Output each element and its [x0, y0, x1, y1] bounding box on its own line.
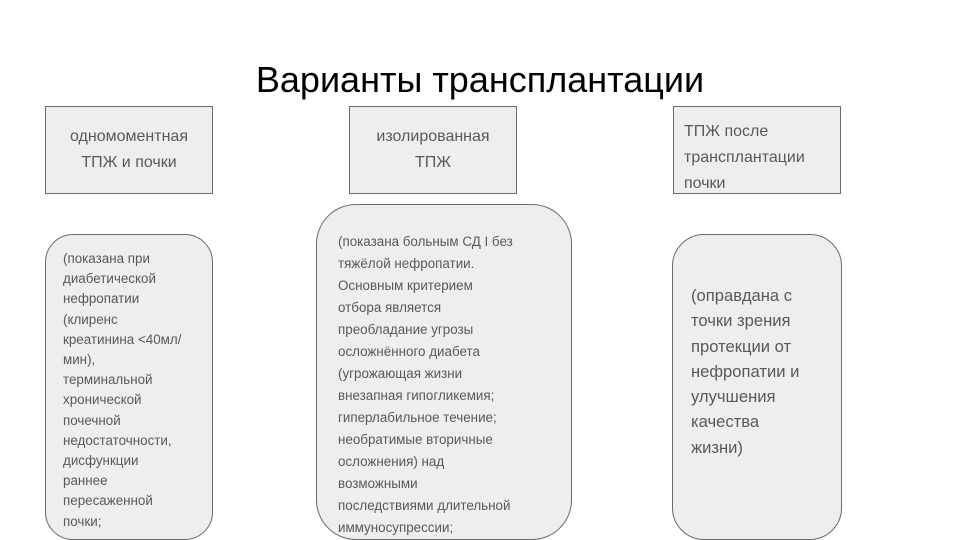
oval-line: иммуносупрессии;: [338, 520, 454, 535]
oval-line: возможными: [338, 476, 418, 491]
oval-line: последствиями длительной: [338, 498, 511, 513]
oval-line: почечной: [63, 412, 121, 428]
oval-line: (оправдана с: [691, 286, 793, 305]
indication-oval-isolated: [316, 204, 572, 540]
oval-line: креатинина <40мл/: [63, 331, 182, 347]
box-line: ТПЖ: [414, 154, 452, 171]
oval-line: (показана при: [63, 251, 150, 266]
slide-title: Варианты трансплантации: [255, 59, 705, 100]
oval-line: раннее: [63, 473, 108, 489]
oval-line: качества: [691, 412, 760, 432]
indication-oval-after-kidney: [672, 234, 842, 540]
oval-line: внезапная гипогликемия;: [338, 388, 495, 403]
oval-line: нефропатии: [63, 291, 140, 307]
box-line: почки: [684, 175, 726, 192]
oval-line: (показана больным СД I без: [338, 234, 513, 249]
oval-line: недостаточности,: [63, 432, 172, 448]
oval-line: диабетической: [63, 271, 156, 287]
oval-line: почки;: [63, 513, 102, 529]
oval-line: жизни): [691, 437, 743, 457]
oval-line: терминальной: [63, 372, 153, 388]
oval-line: необратимые вторичные: [338, 432, 493, 447]
oval-line: (клиренс: [63, 311, 118, 327]
oval-line: осложнённого диабета: [338, 344, 480, 359]
box-line: изолированная: [376, 128, 490, 145]
oval-line: осложнения) над: [338, 454, 445, 469]
option-box-simultaneous: [45, 106, 213, 194]
oval-line: (угрожающая жизни: [338, 366, 463, 381]
oval-line: протекции от: [691, 336, 792, 356]
oval-line: хронической: [63, 392, 142, 408]
oval-line: улучшения: [691, 387, 776, 407]
oval-line: преобладание угрозы: [338, 322, 474, 337]
box-line: ТПЖ после: [684, 123, 769, 140]
oval-line: Основным критерием: [338, 278, 473, 293]
oval-line: мин),: [63, 352, 96, 368]
oval-line: отбора является: [338, 300, 442, 315]
oval-line: дисфункции: [63, 453, 139, 469]
oval-line: точки зрения: [691, 311, 791, 331]
box-line: ТПЖ и почки: [81, 154, 177, 171]
option-box-after-kidney: [673, 106, 841, 194]
option-box-isolated: [349, 106, 517, 194]
oval-line: нефропатии и: [691, 361, 800, 381]
oval-line: гиперлабильное течение;: [338, 410, 497, 425]
oval-line: тяжёлой нефропатии.: [338, 256, 475, 271]
box-line: одномоментная: [70, 128, 188, 145]
box-line: трансплантации: [684, 149, 805, 166]
indication-oval-simultaneous: [45, 234, 213, 540]
oval-line: пересаженной: [63, 493, 153, 509]
